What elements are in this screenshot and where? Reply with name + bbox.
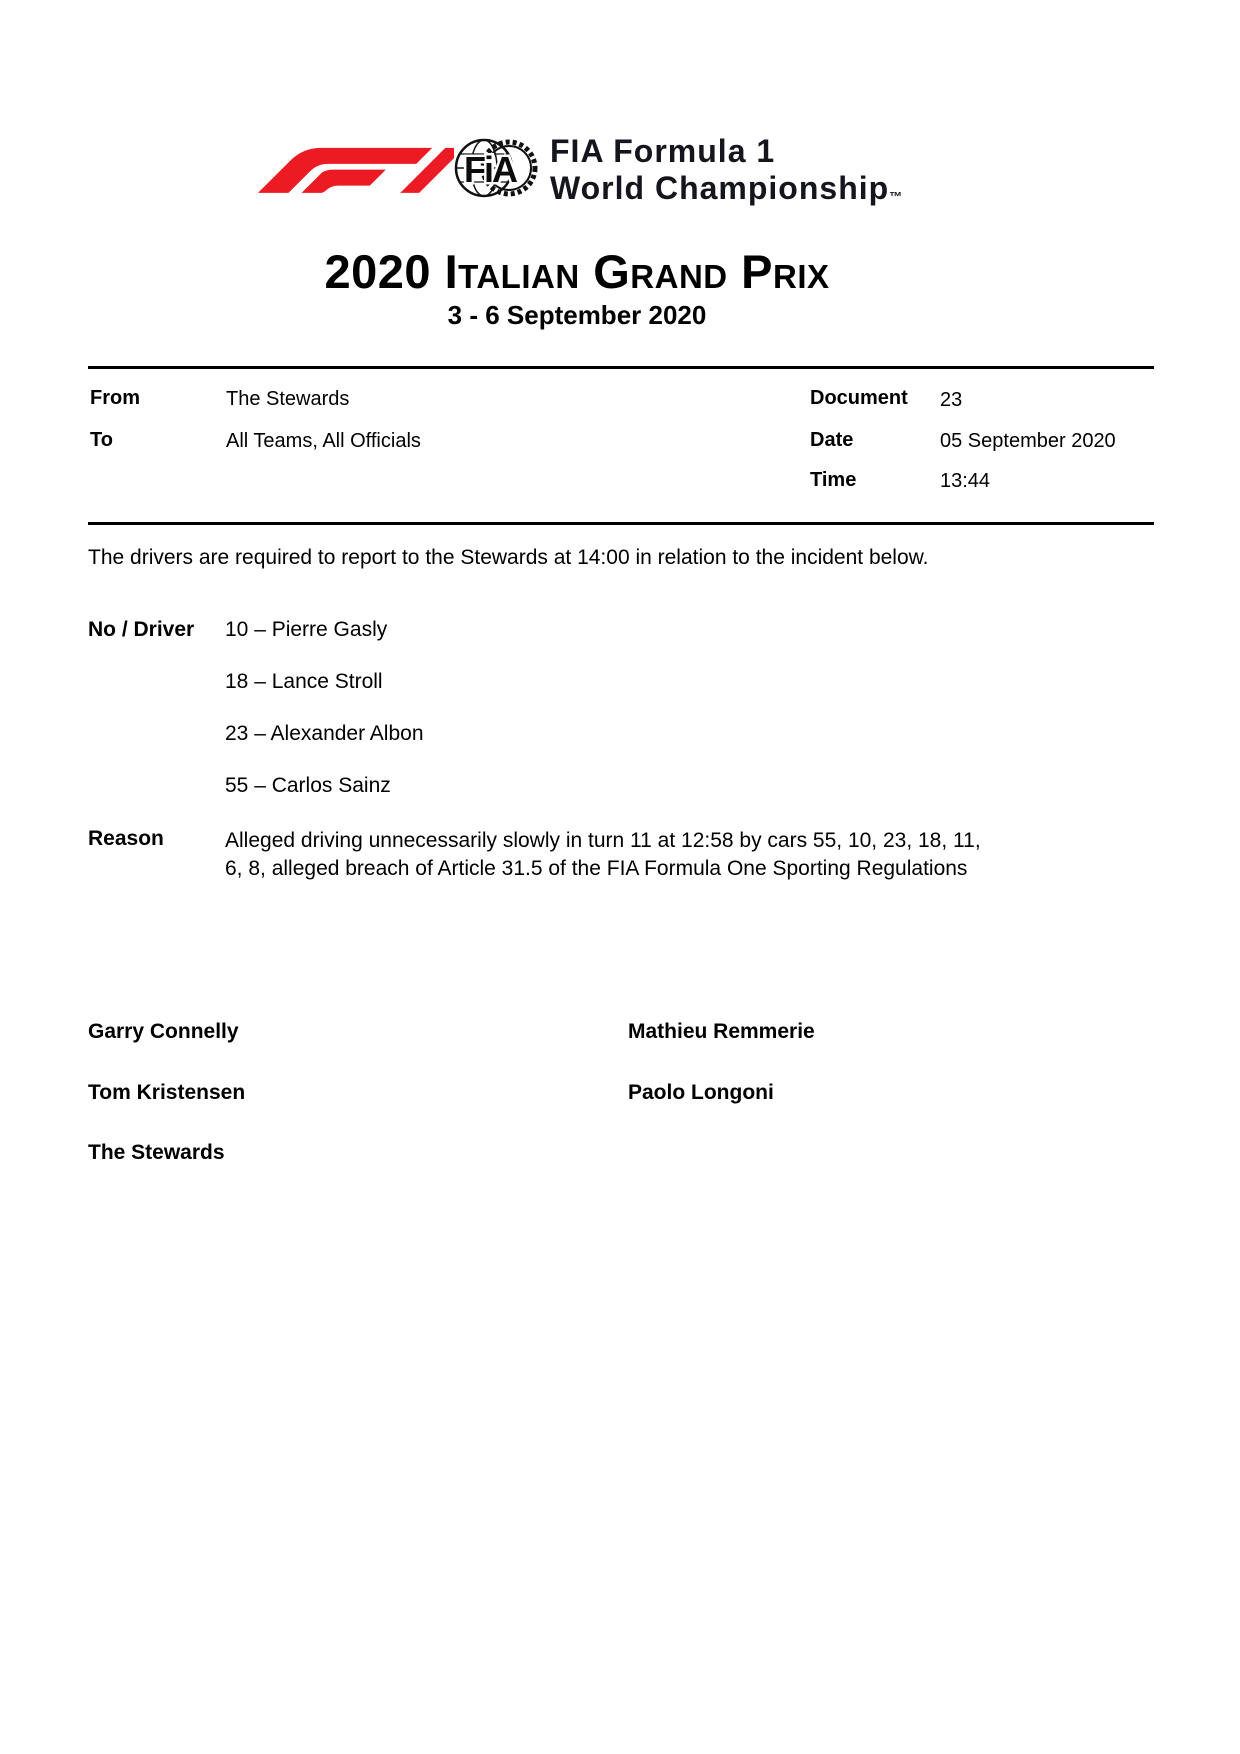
driver-item: 55 – Carlos Sainz bbox=[225, 774, 391, 797]
brand-wordmark bbox=[550, 133, 902, 215]
fia-logo-icon bbox=[454, 130, 540, 206]
reason-label: Reason bbox=[88, 827, 164, 850]
event-dates: 3 - 6 September 2020 bbox=[447, 300, 707, 330]
reason-text bbox=[225, 827, 1145, 883]
time-value: 13:44 bbox=[940, 470, 991, 492]
document-value: 23 bbox=[940, 389, 963, 411]
f1-logo-icon bbox=[258, 142, 454, 193]
driver-item: 18 – Lance Stroll bbox=[225, 670, 383, 693]
page-title: 2020 Italian Grand Prix bbox=[324, 245, 830, 298]
divider-bottom bbox=[88, 522, 1154, 525]
signature-steward-4: Paolo Longoni bbox=[628, 1081, 774, 1104]
reason-line-2: 6, 8, alleged breach of Article 31.5 of the FIA Formula One Sporting Regulations bbox=[225, 857, 968, 880]
date-value: 05 September 2020 bbox=[940, 430, 1116, 452]
brand-line1: FIA Formula 1 bbox=[550, 133, 776, 169]
to-value: All Teams, All Officials bbox=[226, 430, 421, 452]
no-driver-label: No / Driver bbox=[88, 618, 195, 641]
document-label: Document bbox=[810, 387, 908, 409]
from-value: The Stewards bbox=[226, 388, 350, 410]
driver-item: 23 – Alexander Albon bbox=[225, 722, 424, 745]
fia-logo-text: FiA bbox=[464, 149, 516, 190]
time-label: Time bbox=[810, 469, 857, 491]
from-label: From bbox=[90, 387, 140, 409]
divider-top bbox=[88, 366, 1154, 369]
trademark-symbol: ™ bbox=[889, 189, 903, 204]
reason-line-1: Alleged driving unnecessarily slowly in turn 11 at 12:58 by cars 55, 10, 23, 18, 11, bbox=[225, 829, 981, 852]
signature-steward-2: Mathieu Remmerie bbox=[628, 1020, 815, 1043]
brand-line2: World Championship™ bbox=[550, 170, 903, 206]
date-label: Date bbox=[810, 429, 854, 451]
signature-steward-3: Tom Kristensen bbox=[88, 1081, 246, 1104]
signature-steward-1: Garry Connelly bbox=[88, 1020, 239, 1043]
driver-item: 10 – Pierre Gasly bbox=[225, 618, 388, 641]
intro-text: The drivers are required to report to the Stewards at 14:00 in relation to the incident below. bbox=[88, 546, 929, 569]
to-label: To bbox=[90, 429, 113, 451]
signature-footer: The Stewards bbox=[88, 1141, 225, 1164]
